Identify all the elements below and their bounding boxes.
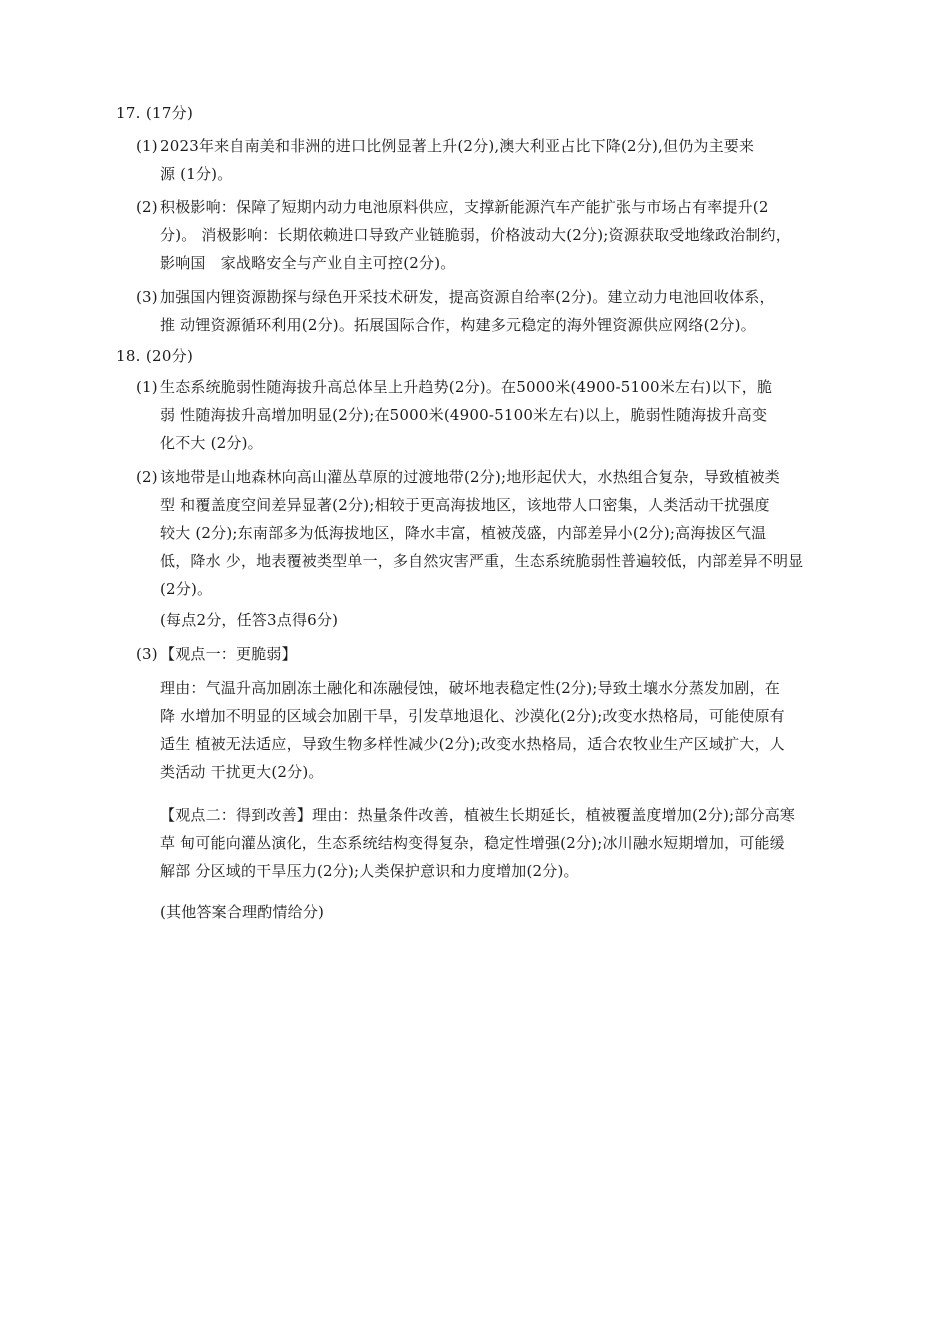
q17-answer-2-line-3: 影响国 家战略安全与产业自主可控(2分)。 [160,254,456,272]
q18-viewpoint-2-line-2: 草 甸可能向灌丛演化，生态系统结构变得复杂，稳定性增强(2分);冰川融水短期增加，可能缓 [160,834,785,852]
q18-viewpoint-1-line-2: 降 水增加不明显的区域会加剧干旱，引发草地退化、沙漠化(2分);改变水热格局，可能使原有 [160,707,785,725]
q18-answer-1 [136,373,836,457]
q17-answer-1 [136,132,836,188]
q18-answer-3 [136,640,836,668]
q18-viewpoint-1-line-3: 适生 植被无法适应，导致生物多样性减少(2分);改变水热格局，适合农牧业生产区域扩大，人 [160,735,785,753]
q18-viewpoint-1-line-1: 理由：气温升高加剧冻土融化和冻融侵蚀，破坏地表稳定性(2分);导致土壤水分蒸发加剧，在 [160,679,780,697]
q18-viewpoint-2-line-1: 【观点二：得到改善】理由：热量条件改善，植被生长期延长，植被覆盖度增加(2分);部分高寒 [160,806,796,824]
q18-answer-3-number: (3) [136,645,158,663]
q18-answer-1-number: (1) [136,378,158,396]
q18-answer-2-scoring-note: (每点2分，任答3点得6分) [160,611,339,629]
q17-answer-3-line-2: 推 动锂资源循环利用(2分)。拓展国际合作，构建多元稳定的海外锂资源供应网络(2分)。 [160,316,756,334]
q17-answer-2-line-2: 分)。 消极影响：长期依赖进口导致产业链脆弱，价格波动大(2分);资源获取受地缘政治制约， [160,226,791,244]
q17-answer-1-number: (1) [136,137,158,155]
q18-answer-2 [136,463,836,603]
q18-answer-2-line-4: 低，降水 少，地表覆被类型单一，多自然灾害严重，生态系统脆弱性普遍较低，内部差异不明显 [160,552,804,570]
q18-answer-1-line-2: 弱 性随海拔升高增加明显(2分);在5000米(4900-5100米左右)以上，脆弱性随海拔升高变 [160,406,768,424]
q17-answer-3-number: (3) [136,288,158,306]
q18-answer-2-line-2: 型 和覆盖度空间差异显著(2分);相较于更高海拔地区，该地带人口密集，人类活动干扰强度 [160,496,770,514]
closing-scoring-note: (其他答案合理酌情给分) [160,903,325,921]
q18-viewpoint-1-line-4: 类活动 干扰更大(2分)。 [160,763,324,781]
q18-answer-2-line-1: 该地带是山地森林向高山灌丛草原的过渡地带(2分);地形起伏大，水热组合复杂，导致植被类 [160,468,780,486]
q17-answer-2-number: (2) [136,198,158,216]
q17-answer-1-line-2: 源 (1分)。 [160,165,233,183]
q18-answer-2-line-5: (2分)。 [160,580,213,598]
question-17-heading: 17. (17分) [116,104,194,122]
question-18-heading: 18. (20分) [116,347,194,365]
q18-answer-1-line-1: 生态系统脆弱性随海拔升高总体呈上升趋势(2分)。在5000米(4900-5100米左右)以下，脆 [160,378,773,396]
q17-answer-1-line-1: 2023年来自南美和非洲的进口比例显著上升(2分),澳大利亚占比下降(2分),但仍为主要来 [160,137,755,155]
q18-answer-1-line-3: 化不大 (2分)。 [160,434,263,452]
q18-viewpoint-2-reasons [160,801,840,885]
q18-answer-3-viewpoint-1-title: 【观点一：更脆弱】 [160,645,297,663]
q17-answer-2 [136,193,836,277]
q17-answer-3-line-1: 加强国内锂资源勘探与绿色开采技术研发，提高资源自给率(2分)。建立动力电池回收体系， [160,288,775,306]
q17-answer-2-line-1: 积极影响：保障了短期内动力电池原料供应，支撑新能源汽车产能扩张与市场占有率提升(2 [160,198,769,216]
q18-answer-2-number: (2) [136,468,158,486]
q17-answer-3 [136,283,836,339]
q18-viewpoint-2-line-3: 解部 分区域的干旱压力(2分);人类保护意识和力度增加(2分)。 [160,862,579,880]
q18-answer-2-line-3: 较大 (2分);东南部多为低海拔地区，降水丰富，植被茂盛，内部差异小(2分);高海拔区气温 [160,524,767,542]
q18-viewpoint-1-reasons [160,674,840,786]
